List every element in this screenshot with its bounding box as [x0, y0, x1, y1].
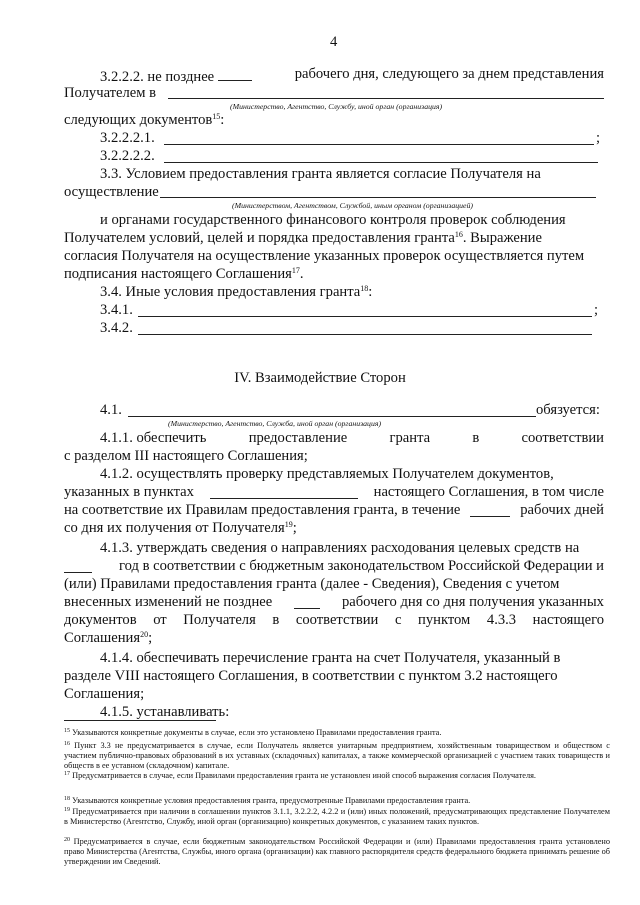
clause-end: ;	[596, 130, 601, 146]
clause-3-4-2: 3.4.2.	[100, 320, 133, 336]
footnote-number: 18	[64, 796, 70, 802]
blank-field	[168, 98, 604, 99]
word: от	[153, 612, 167, 628]
footnote-number: 15	[64, 728, 70, 734]
footnote	[64, 807, 610, 827]
word: с	[394, 612, 402, 628]
field-hint: (Министерство, Агентство, Служба, иной орган (организация)	[168, 419, 382, 428]
field-hint: (Министерством, Агентством, Службой, иным органом (организацией)	[232, 201, 473, 210]
clause-4-1-2-line1: 4.1.2. осуществлять проверку представляемых Получателем документов,	[100, 466, 554, 482]
clause-4-1-4-line2: разделе VIII настоящего Соглашения, в соответствии с пунктом 3.2 настоящего	[64, 668, 558, 684]
footnote-number: 19	[64, 807, 70, 813]
clause-text: 3.2.2.2. не позднее	[100, 66, 252, 86]
footnote-text: Предусматривается при наличии в соглашении пунктов 3.1.1, 3.2.2.2, 4.2.2 и (или) иных положений, предусматривающих представление Получателем в Министерство (Агентство, Службу, иной орган (организацию) конкретных документов, с указанием таких пунктов.	[64, 807, 610, 826]
clause-4-1-3-line5	[64, 612, 604, 629]
blank-field	[128, 416, 536, 417]
clause-3-3-line1: 3.3. Условием предоставления гранта является согласие Получателя на	[100, 166, 541, 182]
clause-4-1-end: обязуется:	[536, 402, 600, 418]
footnote-text: Предусматривается в случае, если Правилами предоставления гранта не установлен иной способ выражения согласия Получателя.	[70, 771, 536, 780]
clause-3-3-line4: Получателем условий, целей и порядка предоставления гранта$^{16}$. Выражение	[64, 230, 542, 246]
clause-3-3-line5: согласия Получателя на осуществление указанных проверок осуществляется путем	[64, 248, 585, 264]
clause-text: рабочего дня, следующего за днем представления	[294, 66, 604, 82]
word: документов	[64, 612, 137, 628]
clause-4-1-4-line3: Соглашения;	[64, 686, 145, 702]
word: предоставление	[248, 430, 348, 446]
footnote-ref: 18	[360, 284, 369, 293]
clause-3-2-2-2-2: 3.2.2.2.2.	[100, 148, 155, 164]
clause-4-1-5: 4.1.5. устанавливать:	[100, 704, 230, 720]
footnote-separator	[64, 720, 216, 721]
blank-field	[218, 66, 252, 81]
clause-4-1-2-line3: на соответствие их Правилам предоставления гранта, в течение рабочих дней	[64, 502, 604, 518]
blank-field	[470, 502, 510, 517]
footnote-ref: 19	[284, 520, 293, 529]
clause-4-1-2-line4: со дня их получения от Получателя$^{19}$;	[64, 520, 297, 536]
field-hint: (Министерство, Агентство, Службу, иной орган (организация)	[230, 102, 443, 111]
blank-field	[64, 558, 92, 573]
word: пунктом	[418, 612, 471, 628]
section-title: IV. Взаимодействие Сторон	[234, 370, 406, 386]
clause-3-2-2-2-line3: следующих документов$^{15}$:	[64, 112, 225, 128]
word: 4.3.3	[486, 612, 517, 628]
clause-4-1-3-line4: внесенных изменений не позднее рабочего дня со дня получения указанных	[64, 594, 604, 610]
clause-4-1-3-line2: год в соответствии с бюджетным законодательством Российской Федерации и	[64, 558, 604, 575]
word: в	[472, 430, 480, 446]
page-number: 4	[330, 34, 338, 50]
footnote-ref: 17	[291, 266, 300, 275]
clause-4-1-1-line2: с разделом III настоящего Соглашения;	[64, 448, 308, 464]
clause-4-1-label: 4.1.	[100, 402, 122, 418]
blank-field	[164, 144, 594, 145]
clause-4-1-2-line2: указанных в пунктах настоящего Соглашения, в том числе	[64, 484, 604, 500]
clause-4-1-3-line3: (или) Правилами предоставления гранта (далее - Сведения), Сведения с учетом	[64, 576, 560, 592]
clause-3-3-line3: и органами государственного финансового контроля проверок соблюдения	[100, 212, 566, 228]
word: настоящего	[532, 612, 604, 628]
clause-4-1-3-line6: Соглашения$^{20}$;	[64, 630, 153, 646]
word: Получателя	[183, 612, 256, 628]
word: в	[272, 612, 280, 628]
footnote-number: 16	[64, 741, 70, 747]
footnote-number: 17	[64, 771, 70, 777]
footnote	[64, 796, 610, 806]
clause-4-1-4-line1: 4.1.4. обеспечивать перечисление гранта на счет Получателя, указанный в	[100, 650, 561, 666]
clause-3-3-line6: подписания настоящего Соглашения$^{17}$.	[64, 266, 304, 282]
blank-field	[164, 162, 598, 163]
word: соответствии	[521, 430, 604, 446]
footnote-text: Пункт 3.3 не предусматривается в случае, если Получатель является унитарным предприятием, хозяйственным товариществом и обществом с участием публично-правовых образований в их уставных (складочных) капиталах, а также коммерческой организацией с участием таких товариществ и обществ в ее уставном (складочном) капитале.	[64, 741, 610, 770]
footnote-text: Указываются конкретные документы в случае, если это установлено Правилами предоставления гранта.	[70, 728, 442, 737]
clause-4-1-3-line1: 4.1.3. утверждать сведения о направлениях расходования целевых средств на	[100, 540, 580, 556]
footnote	[64, 771, 610, 781]
clause-3-4-1: 3.4.1.	[100, 302, 133, 318]
word: соответствии	[295, 612, 379, 628]
clause-end: ;	[594, 302, 599, 318]
footnote-text: Указываются конкретные условия предоставления гранта, предусмотренные Правилами предоставления гранта.	[70, 796, 471, 805]
blank-field	[210, 484, 358, 499]
footnote-ref: 20	[140, 630, 149, 639]
blank-field	[294, 594, 320, 609]
footnote	[64, 741, 610, 771]
word: гранта	[389, 430, 431, 446]
clause-3-2-2-2-line2: Получателем в	[64, 85, 157, 101]
footnote-text: Предусматривается в случае, если бюджетным законодательством Российской Федерации и (или) Правилами предоставления гранта установлено право Министерства (Агентства, Службы, иного органа (организации) как главного распорядителя средств федерального бюджета принимать решение об утверждении им Сведений.	[64, 837, 610, 866]
clause-3-4: 3.4. Иные условия предоставления гранта$^{18}$:	[100, 284, 373, 300]
clause-3-2-2-2-1: 3.2.2.2.1.	[100, 130, 155, 146]
blank-field	[160, 197, 596, 198]
word: 4.1.1. обеспечить	[100, 430, 207, 446]
footnote-number: 20	[64, 837, 70, 843]
clause-4-1-1-line1	[100, 430, 604, 447]
footnote	[64, 728, 610, 738]
footnote-ref: 16	[454, 230, 463, 239]
footnote-ref: 15	[212, 112, 221, 121]
blank-field	[138, 316, 592, 317]
clause-3-3-line2: осуществление	[64, 184, 159, 200]
blank-field	[138, 334, 592, 335]
clause-3-2-2-2-line1	[100, 66, 604, 86]
footnote	[64, 837, 610, 867]
